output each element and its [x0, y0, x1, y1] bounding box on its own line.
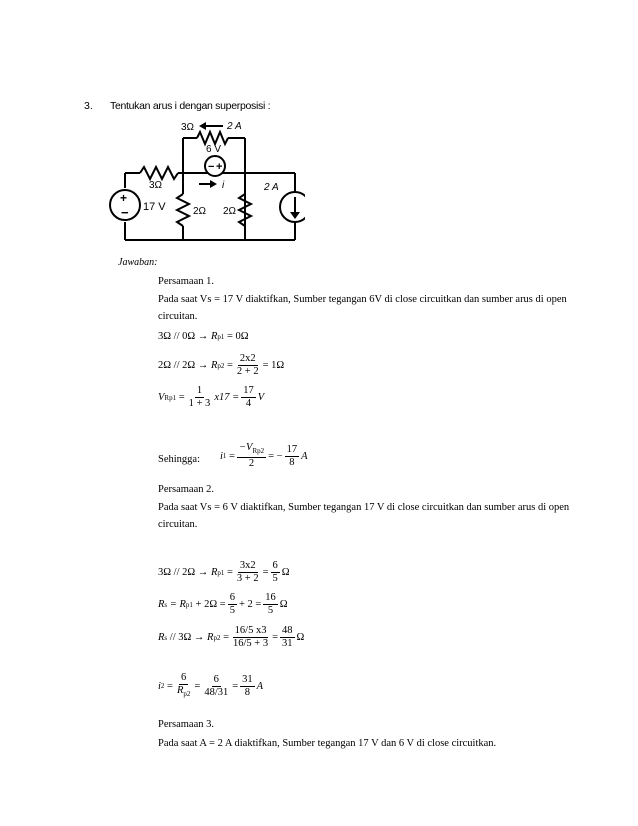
case2-eq1: 3Ω // 2Ω → R p1 = $\frac{3x2}{3 + 2}$ = $\frac{6}{5}$ Ω — [158, 560, 290, 584]
case3-desc: Pada saat A = 2 A diaktifkan, Sumber tegangan 17 V dan 6 V di close circuitkan. — [158, 738, 497, 749]
svg-text:+: + — [216, 161, 223, 173]
resistor-top — [197, 132, 228, 144]
label-r-mid1: 2Ω — [193, 206, 207, 217]
sehingga-label: Sehingga: — [158, 454, 200, 465]
circuit-diagram — [105, 118, 305, 246]
case1-eq3: V Rp1 = $\frac{1}{1 + 3}$ x17 = $\frac{17}{4}$ V — [158, 385, 265, 409]
case1-eq2: 2Ω // 2Ω → R p2 = $\frac{2x2}{2 + 2}$ = 1Ω — [158, 353, 285, 377]
case1-title: Persamaan 1. — [158, 276, 214, 287]
label-i-mid: i — [222, 180, 225, 191]
label-i-top: 2 A — [227, 121, 242, 132]
case2-desc: Pada saat Vs = 6 V diaktifkan, Sumber tegangan 17 V di close circuitkan dan sumber arus di open circuitan. — [158, 502, 570, 530]
case1-eq4: i 1 = $\frac{-V_{Rp2}}{2}$ = − $\frac{17}{8}$ A — [220, 442, 308, 470]
case1-desc: Pada saat Vs = 17 V diaktifkan, Sumber tegangan 6V di close circuitkan dan sumber arus di open circuitan. — [158, 294, 567, 322]
current-source-2a — [280, 192, 305, 222]
label-i-right: 2 A — [264, 182, 279, 193]
case3-title: Persamaan 3. — [158, 719, 214, 730]
case2-title: Persamaan 2. — [158, 484, 214, 495]
case2-eq3: R s // 3Ω → R p2 = $\frac{16/5 x3}{16/5 + 3}$ = $\frac{48}{31}$ Ω — [158, 625, 305, 649]
label-v-mid: 6 V — [206, 144, 222, 155]
svg-text:+: + — [120, 191, 128, 205]
case2-eq2: R s = R p1 + 2Ω = $\frac{6}{5}$ + 2 = $\frac{16}{5}$ Ω — [158, 592, 288, 616]
answer-label: Jawaban: — [118, 257, 158, 268]
svg-text:−: − — [121, 205, 129, 220]
svg-text:−: − — [208, 161, 215, 173]
label-r-top: 3Ω — [181, 122, 195, 133]
label-v-src: 17 V — [143, 201, 166, 213]
case2-eq4: i 2 = $\frac{6}{R_{p2}}$ = $\frac{6}{48/31}$ = $\frac{31}{8}$ A — [158, 672, 264, 699]
resistor-mid1 — [177, 194, 189, 226]
question-number: 3. — [84, 100, 93, 112]
label-r-left: 3Ω — [149, 180, 163, 191]
question-text: Tentukan arus i dengan superposisi : — [110, 100, 271, 112]
resistor-left — [140, 167, 178, 179]
label-r-mid2: 2Ω — [223, 206, 237, 217]
case1-eq1: 3Ω // 0Ω → R p1 = 0Ω — [158, 331, 249, 342]
